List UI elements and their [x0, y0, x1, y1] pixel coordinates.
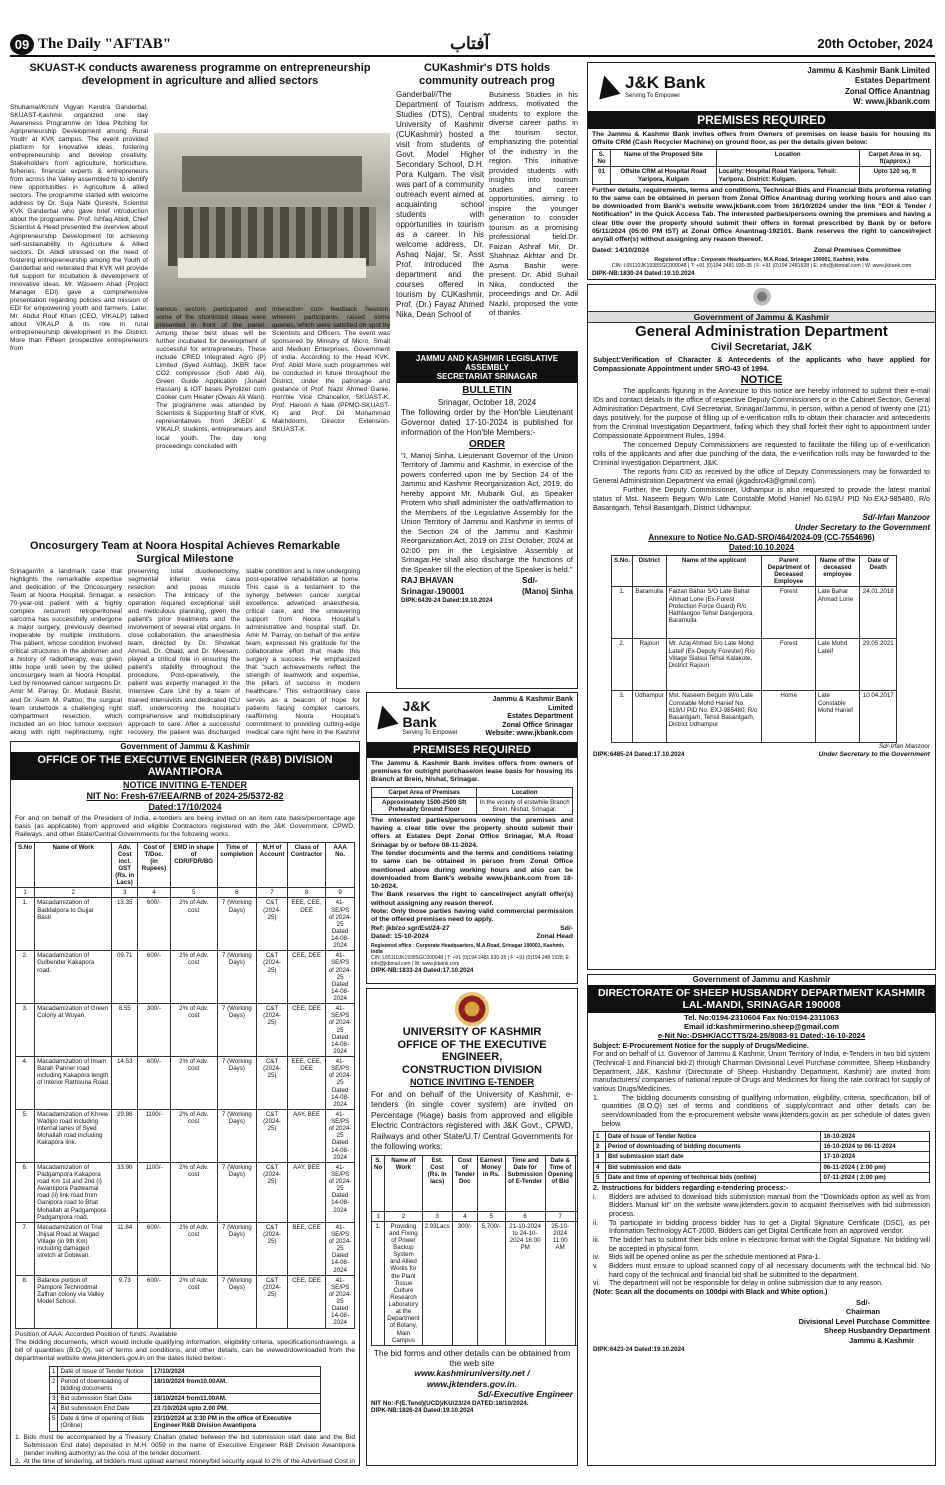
tender-signature: Sd/-Executive Engineer [477, 1389, 573, 1400]
gad-title: General Administration Department [635, 323, 888, 341]
dipk-number: DIPK-NB:1833-24 Dated:17.10.2024 [371, 967, 474, 975]
rb-awantipora-tender: Government of Jammu & Kashmir OFFICE OF THE EXECUTIVE ENGINEER (R&B) DIVISION AWANTIPORA NOTICE INVITING E-TENDER NIT No: Fresh-67/EEA/RNB of 2024-25/5372-82 Dated:17/10/2024 For and on behalf of the President of India, e-tenders are being invited on an item rate basis/percentage age basis (as applicable) from approved and eligible Contractors registered with the J&K Government, CPWD, Railways, and other State/Central Governments for the following works: S.No Name of Work Adv. Cost incl. GST (Rs. in Lacs) Cost of T/Doc. (in Rupees) EMD in shape of CDR/FDR/BG Time of completion M.H of Account Class of Contractor AAA No. 1 2 3 4 5 6 7 8 9 1. Macadamization of Baddalpora to Gujjar Basti 13.35 600/- 2% of Adv. cost 7 (Working Days) C&T (2024-25) EEE, CEE, DEE 41-SE/PS of 2024-25 Dated 14-08-2024 2. Macadamization of Gulbender Kakapora road. 09.71 600/- 2% of Adv. cost 7 (Working Days) C&T (2024-25) CEE, DEE 41-SE/PS of 2024-25 Dated 14-08-2024 3. Macadamization of Green Colony at Wuyan. 8.55 300/- 2% of Adv. cost 7 (Working Days) C&T (2024-25) CEE, DEE 41-SE/PS of 2024-25 Dated 14-08-2024 4. Macadamization of Imam Barah Panner road including Kakapora length of Interior Rathsuna Road 14.53 600/- 2% of Adv. cost 7 (Working Days) C&T (2024-25) EEE, CEE, DEE 41-SE/PS of 2024-25 Dated 14-08-2024 5. Macadamization of Khrew Wadipo road including internal lanes of Syed Mohallah road including Kakapora link. 29.86 1100/- 2% of Adv. cost 7 (Working Days) C&T (2024-25) AAY, BEE 41-SE/PS of 2024-25 Dated 14-08-2024 6. Macadamization of Padgampora Kakapora road Km 1st and 2nd (i) Awantipora Padwamal road (ii) link road from Ganipora road to Bhat Mohallah at Padgampora Padgampora road. 33.90 1100/- 2% of Adv. cost 7 (Working Days) C&T (2024-25) AAY, BEE 41-SE/PS of 2024-25 Dated 14-08-2024 7. Macadamization of Trial Jhijsal Road at Wagad Village (in 9th Km) including damaged stretch at Dobiwan. 11.84 600/- 2% of Adv. cost 7 (Working Days) C&T (2024-25) BEE, CEE 41-SE/PS of 2024-25 Dated 14-08-2024 8. Balance portion of Pampore Technodmat Zaffran colony via Valley Model School. 9.73 600/- 2% of Adv. cost 7 (Working Days) C&T (2024-25) CEE, DEE 41-SE/PS of 2024-25 Dated 14-08-2024 Position of AAA: Accorded Position of funds: Available The bidding documents, which would include qualifying information, eligibility criteria, specifications/drawings, a bill of quantities (B.O.Q), set of terms and conditions, and other details, can be viewed/downloaded from the departmental website www.jktenders.gov.in on the dates listed below:- 1 Date of Issue of Tender Notice 17/10/2024 2 Period of downloading of bidding documents 18/10/2024 from10.00AM. 3 Bid submission Start Date 18/10/2024 from11.00AM. 4 Bid submission End Date 23 /10/2024 upto 2.00 PM. 5 Date & time of opening of Bids (Online) 23/10/2024 at 3:30 PM in the office of Executive Engineer R&B Division Awantipora 1. Bids must be accompanied by a Treasury Challan (dated between the bid submission start date and the Bid Submission End date) deposited in M.H. 0059 in the name of Executive Engineer R&B Division Awantipora (tender inviting authority) as the cost of the tender document. 2. At the time of tendering, all bidders must upload earnest money/bid security equal to 2% of the Advertised Cost in [10, 741, 360, 1466]
tender-intro: For and on behalf of the University of Kashmir, e-tenders (in single cover system) are invited on Percentage (%age) basis from approved and eligible Electric Contractors registered with J&K Govt., CPWD, Railways and other State/U.T/ Central Governments for the following works: [371, 1089, 573, 1152]
works-table: S.No Name of Work Adv. Cost incl. GST (Rs. in Lacs) Cost of T/Doc. (in Rupees) EMD in shape of CDR/FDR/BG Time of completion M.H of Account Class of Contractor AAA No. 1 2 3 4 5 6 7 8 9 1. Macadamization of Baddalpora to Gujjar Basti 13.35 600/- 2% of Adv. cost 7 (Working Days) C&T (2024-25) EEE, CEE, DEE 41-SE/PS of 2024-25 Dated 14-08-2024 2. Macadamization of Gulbender Kakapora road. 09.71 600/- 2% of Adv. cost 7 (Working Days) C&T (2024-25) CEE, DEE 41-SE/PS of 2024-25 Dated 14-08-2024 3. Macadamization of Green Colony at Wuyan. 8.55 300/- 2% of Adv. cost 7 (Working Days) C&T (2024-25) CEE, DEE 41-SE/PS of 2024-25 Dated 14-08-2024 4. Macadamization of Imam Barah Panner road including Kakapora length of Interior Rathsuna Road 14.53 600/- 2% of Adv. cost 7 (Working Days) C&T (2024-25) EEE, CEE, DEE 41-SE/PS of 2024-25 Dated 14-08-2024 5. Macadamization of Khrew Wadipo road including internal lanes of Syed Mohallah road including Kakapora link. 29.86 1100/- 2% of Adv. cost 7 (Working Days) C&T (2024-25) AAY, BEE 41-SE/PS of 2024-25 Dated 14-08-2024 6. Macadamization of Padgampora Kakapora road Km 1st and 2nd (i) Awantipora Padwamal road (ii) link road from Ganipora road to Bhat Mohallah at Padgampora Padgampora road. 33.90 1100/- 2% of Adv. cost 7 (Working Days) C&T (2024-25) AAY, BEE 41-SE/PS of 2024-25 Dated 14-08-2024 7. Macadamization of Trial Jhijsal Road at Wagad Village (in 9th Km) including damaged stretch at Dobiwan. 11.84 600/- 2% of Adv. cost 7 (Working Days) C&T (2024-25) BEE, CEE 41-SE/PS of 2024-25 Dated 14-08-2024 8. Balance portion of Pampore Technodmat Zaffran colony via Valley Model School. 9.73 600/- 2% of Adv. cost 7 (Working Days) C&T (2024-25) CEE, DEE 41-SE/PS of 2024-25 Dated 14-08-2024 [15, 842, 355, 1329]
article-text: Business Studies in his address, motivated the students to explore the diverse career paths in the tourism sector, emphasizing the potential of the industry in the region. This initiative provided students with insights into tourism studies and career opportunities, aiming to inspire the younger generation to consider tourism as a promising professional field.Dr. Faizan Ashraf Mir, Dr. Shahnaz Akhtar and Dr. Asma Bashir were present. Dr. Abid Suhail Nika, conducted the proceedings and Dr. Adil Nazki, proposed the vote of thanks. [489, 90, 578, 318]
premises-table: S. No Name of the Proposed Site Location Carpet Area in sq. ft(approx.) 01 Offsite CRM at Hospital Road Yaripora, Kulgam Locality: Hospital Road Yaripora. Tehsil: Yaripora. District: Kulgam. Upto 120 sq. ft [592, 149, 931, 185]
article-title: Oncosurgery Team at Noora Hospital Achieves Remarkable Surgical Milestone [30, 540, 340, 565]
office-banner: OFFICE OF THE EXECUTIVE ENGINEER (R&B) DIVISION AWANTIPORA [11, 752, 359, 780]
article-photo [154, 133, 390, 329]
notice-signature: Dated: 14/10/2024 Zonal Premises Committee [592, 246, 901, 254]
jkbank-anantnag-notice: J&K Bank Serving To Empower Jammu & Kashmir Bank Limited Estates Department Zonal Office Anantnag W: www.jkbank.com PREMISES REQUIRED The Jammu & Kashmir Bank invites offers from Owners of premises on lease basis for housing its Offsite CRM (Cash Recycler Machine) on ground floor, as per the details given below: S. No Name of the Proposed Site Location Carpet Area in sq. ft(approx.) 01 Offsite CRM at Hospital Road Yaripora, Kulgam Locality: Hospital Road Yaripora. Tehsil: Yaripora. District: Kulgam. Upto 120 sq. ft Further details, requirements, terms and conditions, Technical Bids and Financial Bids proforma relating to the same can be obtained in person from Zonal Office Anantnag during working hours and also can be downloaded from Bank's website www.jkbank.com from 16/10/2024 under the link "EOI & Tender / Notification" in the Quick Access Tab. The interested parties/persons owning the premises and having a clear title over the property should submit their offers in format prescribed by Bank by or before 05/11/2024 (05:00 PM IST) at Zonal Office Anantnag-192101. Bank reserves the right to cancel/reject any/all offer(s) without assigning any reason thereof. Dated: 14/10/2024 Zonal Premises Committee Registered office : Corporate Headquarters, M.A.Road, Srinagar 190001, Kashmir, India CIN: L65110JK1938SGC000048 | T: +91 (0)194 2481 930-35 | F: +91 (0)194 2481928 | E: info@jkbmail.com | W: www.jkbank.com DIPK-NB:1830-24 Dated:19.10.2024 [587, 62, 936, 280]
table-row: 4 Bid submission End Date 23 /10/2024 upto 2.00 PM. [50, 1404, 321, 1414]
premises-required-banner: PREMISES REQUIRED [367, 742, 577, 758]
order-text: "I, Manoj Sinha, Lieutenant Governor of the Union Territory of Jammu and Kashmir, in exercise of the powers conferred upon me by Section 24 of the Jammu and Kashmir Reorganization Act, 2019, do hereby appoint Mr. Mubarik Gul, as Speaker Protem who shall administer the oath/affirmation to the Members of the Legislative Assembly for the Union Territory of Jammu and Kashmir in terms of the Section 24 of the Jammu and Kashmir Reorganization Act, 2019 on 21st October, 2024 at 02:00 pm in the Legislative Assembly at Srinagar.He shall also discharge the functions of the Speaker till the election of the Speaker is held." [401, 451, 573, 574]
notice-signature: Ref: jkb/zo sgr/Est/24-27 Dated: 15-10-2024 Sd/- Zonal Head [371, 924, 573, 940]
uok-tender: UNIVERSITY OF KASHMIR OFFICE OF THE EXECUTIVE ENGINEER, CONSTRUCTION DIVISION NOTICE INVITING E-TENDER For and on behalf of the University of Kashmir, e-tenders (in single cover system) are invited on Percentage (%age) basis from approved and eligible Electric Contractors registered with J&K Govt., CPWD, Railways and other State/U.T/ Central Governments for the following works: S. No Name of Work Est. Cost (Rs. In lacs) Cost of Tender Doc Earnest Money in Rs. Time and Date for Submission of E-Tender Date & Time of Opening of Bid 1 2 3 4 5 6 7 1. Providing and Fixing of Power Backup System and Allied Works for the Plant Tissue Culture Research Laboratory at the Department of Botany, Main Campus 2.93Lacs 300/- 5,700/- 21-10-2024 to 24-10-2024 16:00 PM 25-10-2024 11:00 AM The bid forms and other details can be obtained from the web site www.kashmiruniversity.net / www.jktenders.gov.in. Sd/-Executive Engineer NIT No:-F(E.Tend)(UCD)/KU/23/24 DATED:18/10/2024. DIPK-NB:1826-24 Dated:19.10.2024 [366, 988, 578, 1466]
bulletin-header: JAMMU AND KASHMIR LEGISLATIVE ASSEMBLY SECRETARIAT SRINAGAR [397, 352, 577, 383]
directorate-banner: DIRECTORATE OF SHEEP HUSBANDRY DEPARTMENT KASHMIR LAL-MANDI, SRINAGAR 190008 [588, 985, 935, 1013]
article-text: Srinagar//In a landmark case that highlights the remarkable expertise and dedication of the Oncosurgery Team at Noora Hospital, Srinagar, a 70-year-old patient with a highly complex recurrent retroperitoneal sarcoma has successfully undergone a major surgery, previously deemed inoperable by multiple institutions. The patient, whose condition involved critical structures in the abdomen and a history of radiotherapy, was given little hope until seen by the skilled oncosurgery team at Noora Hospital. Led by renowned cancer surgeons Dr. Amir M. Parray, Dr. Mudasir Bashir, and Dr. Asim M. Pattoo, the surgical team undertook a challenging right compartment resection, which included an en bloc tumour excision along with right nephrectomy, right [10, 568, 122, 736]
article-text: Ganderbal//The Department of Tourism Studies (DTS), Central University of Kashmir (CUKashmir) hosted a visit from students of Govt. Model Higher Secondary School, D.H. Pora Kulgam. The visit was part of a community outreach event aimed at acquainting school students with opportunities in tourism as a career. In his welcome address, Dr. Ashaq Najar, Sr. Asst Prof. introduced the department and the courses offered in tourism by CUKashmir. Prof. (Dr.) Fayaz Ahmed Nika, Dean School of [396, 90, 484, 319]
notice-heading: NOTICE [740, 373, 783, 386]
annexure-table: S.No. District Name of the applicant Parent Department of Deceased Employee Name of the deceased employee Date of Death 1. Baramulla Faizan Bahar S/O Late Bahar Ahmad Lone (Ex-Forest Protection Force Guard) R/o Hathlangoo Tehsil Dangerpora, Baramulla Forest Late Bahar Ahmad Lone 24.01.2018 2. Rajouri Mr. Azaj Ahmed S/o Late Mohd Lateif (Ex-Deputy Forester) R/o Village Sialsui Tehsil Kalakote, District Rajouri Forest Late Mohd Lateif 29.05.2021 3. Udhampur Mst. Naseem Begum W/o Late Constable Mohd Hanief No. 619/U PID No. EXJ-985480, R/o Basantgarh, Tehsil Basantgarh, District Udhampur Home Late Constable Mohd Hanief 10.04.2017 [611, 555, 897, 744]
table-row: 4. Macadamization of Imam Barah Panner road including Kakapora length of Interior Rathsuna Road 14.53 600/- 2% of Adv. cost 7 (Working Days) C&T (2024-25) EEE, CEE, DEE 41-SE/PS of 2024-25 Dated 14-08-2024 [16, 1057, 355, 1110]
article-dts [396, 62, 578, 350]
jkbank-logo: J&K Bank Serving To Empower [593, 66, 705, 108]
article-title: CUKashmir's DTS holds community outreach prog [419, 62, 555, 87]
masthead [10, 33, 935, 57]
list-item: i. Bidders are advised to download bids submission manual from the "Downloads option as well as from Bidders Manual kit" on the website www.jktenders.gov.in to acquaint themselves with bid submission process. [593, 1193, 930, 1218]
table-row: 7. Macadamization of Trial Jhijsal Road at Wagad Village (in 9th Km) including damaged stretch at Dobiwan. 11.84 600/- 2% of Adv. cost 7 (Working Days) C&T (2024-25) BEE, CEE 41-SE/PS of 2024-25 Dated 14-08-2024 [16, 1222, 355, 1275]
instructions-list [593, 1194, 930, 1289]
table-row: 2 Period of downloading of bidding documents 18/10/2024 from10.00AM. [50, 1376, 321, 1393]
table-row: 1 Date of Issue of Tender Notice 16-10-2024 [594, 1132, 930, 1142]
table-row: 8. Balance portion of Pampore Technodmat Zaffran colony via Valley Model School. 9.73 600/- 2% of Adv. cost 7 (Working Days) C&T (2024-25) CEE, DEE 41-SE/PS of 2024-25 Dated 14-08-2024 [16, 1275, 355, 1328]
sheep-husbandry-tender: Government of Jammu and Kashmir DIRECTORATE OF SHEEP HUSBANDRY DEPARTMENT KASHMIR LAL-MANDI, SRINAGAR 190008 Tel. No:0194-2310604 Fax No:0194-2311063 Email id:kashmirmerino.sheep@gmail.com e-Nit No:-DSHK/ACCTTS/24-25/8083-91 Dated:-16-10-2024 Subject: E-Procurement Notice for the supply of Drugs/Medicine. For and on behalf of Lt. Governor of Jammu & Kashmir, Union Territory of India, e-Tenders in two bid system (Technical-1 and Financial bid-2) through Chairman Divisional Level Purchase committee, Sheep Husbandry Department, J&K, Kashmir (Directorate of Sheep Husbandry Department, Kashmir) are invited from manufacturers/ companies of national repute of Drugs and Medicines for fixing the rate contract for supply of various Drugs/Medicines. 1. The bidding documents consisting of qualifying information, eligibility, criteria, specification, bill of quantities (B.O.Q) set of terms and conditions of supply/contract and other details can be seen/downloaded from the e-procurement website www.jktenders.gov.in as per schedule of dates given below. 1 Date of Issue of Tender Notice 16-10-2024 2 Period of downloading of bidding documents 16-10-2024 to 06-11-2024 3 Bid submission start date 17-10-2024 4 Bid submission end date 06-11-2024 ( 2:00 pm) 5 Date and time of opening of technical bids (online) 07-11-2024 ( 2:00 pm) 2. Instructions for bidders regarding e-tendering process:- i. Bidders are advised to download bids submission manual from the "Downloads option as well as from Bidders Manual kit" on the website www.jktenders.gov.in to acquaint themselves with bid submission process. ii. To participate in bidding process bidder has to get a Digital Signature Certificate (DSC), as per Information Technology ACT-2000. Bidders can get Digital Certificate from an approved vendor. iii. The bidder has to submit their bids online in electronic format with the Digital Signature. No bidding will be accepted in physical form. iv. Bids will be opened online as per the schedule mentioned at Para-1. v. Bidders must ensure to upload scanned copy of all necessary documents with the technical bid. No hard copy of the technical and financial bid shall be submitted to the department. vi. The department will not be responsible for delay in online submission due to any reason. (Note: Scan all the documents on 100dpi with Black and White option.) Sd/- Chairman Divisional Level Purchase Committee Sheep Husbandry Department Jammu & Kashmir DIPK:6423-24 Dated:19.10.2024 [587, 974, 936, 1466]
article-text: stable condition and is now undergoing post-operative rehabilitation at home. This case is a testament to the synergy between cancer surgical excellence, advanced anaesthesia, critical care, and the unwavering support from Noora Hospital's administrative and hospital staff. Dr. Amir M. Parray, on behalf of the entire team, expressed his gratitude for the collaborative effort that made this surgery a success. He emphasized that "such achievements reflect the strength of teamwork and expertise, the pillars of success in modern healthcare." This extraordinary case serves as a beacon of hope for patients facing complex cancers, reaffirming Noora Hospital's commitment to providing cutting-edge medical care right here in the Kashmir [246, 568, 360, 736]
works-table: S. No Name of Work Est. Cost (Rs. In lacs) Cost of Tender Doc Earnest Money in Rs. Time and Date for Submission of E-Tender Date & Time of Opening of Bid 1 2 3 4 5 6 7 1. Providing and Fixing of Power Backup System and Allied Works for the Plant Tissue Culture Research Laboratory at the Department of Botany, Main Campus 2.93Lacs 300/- 5,700/- 21-10-2024 to 24-10-2024 16:00 PM 25-10-2024 11:00 AM [371, 1155, 578, 1346]
jkbank-logo-icon [593, 73, 621, 101]
article-text: various sectors participated and some of the shortlisted ideas were presented in front of the panel. Among these best ideas will be further incubated for development of successful for entrepreneurs. These include CRED Integrated Agro (P) Limited (Syed Ashfaq), JKBR face CO2 compressor (Sofi Abid Ali), Green Guide Application (Junaid Hassan) & IOT bases Pyrolizer cum Cooker cum Heater (Owais Ali Wani). The programme was attended by Scientists & Supporting Staff of KVK, representatives from JKEDI & VIKALP, students, entrepreneurs and local youth. The day long proceedings concluded with [156, 306, 266, 450]
list-item: vi. The department will not be responsible for delay in online submission due to any reason. [593, 1280, 883, 1288]
tender-intro: For and on behalf of the President of India, e-tenders are being invited on an item rate basis/percentage age basis (as applicable) from approved and eligible Contractors registered with the J&K Government, CPWD, Railways, and other State/Central Governments for the following works: [15, 814, 355, 839]
dipk-number: DIPK:6423-24 Dated:19.10.2024 [593, 1345, 685, 1353]
list-item: iii. The bidder has to submit their bids online in electronic format with the Digital Signature. No bidding will be accepted in physical form. [593, 1236, 930, 1253]
article-text: Shuhama//Krishi Vigyan Kendra Ganderbal, SKUAST-Kashmir organized one day Awareness Programme on 'Idea Pitching for Agripreneurship Development among Rural Youth' at KVK campus. The event provided platform for innovative ideas, fostering entrepreneurship and develop creativity. Stakeholders from agriculture, horticulture, fisheries, financial experts & entrepreneurs from across the Valley assembled to to identify new opportunities in Agriculture & allied sectors. The programme started with welcome address by Dr. Suja Nabi Qureshi, Scientist KVK Ganderbal who gave brief introduction about the programme. Prof. Ishfaq Abidi, Chief Scientist & Head presented the overview about Agripreneurship Development for achieving self-sustainability in Agriculture & Allied sectors. Dr. Abidi stressed on the need of fostering entrepreneurship among the Youth of Ganderbal and reiterated that KVK will provide full support for incubation & development of innovative ideas. Mr. Waseem Ahad (Project Manager EDI) gave a comprehensive presentation regarding policies and mission of EDI for empowering youth and farmers. Later, Mr. Abdul Rouf Khan (CEO, VIKALP) talked about VIKALP & its role in rural entrepreneurship development in the District. More than Fifteen prospective entrepreneurs from [10, 104, 148, 352]
premises-table: Carpet Area of Premises Location Approximately 1500-2500 Sft Preferably Ground Floor In the vicinity of erstwhile Branch Brein, Nishat, Srinagar. [371, 787, 573, 815]
dipk-number: DIPK:6439-24 Dated:19.10.2024 [401, 596, 493, 604]
gad-notice: Government of Jammu & Kashmir General Administration Department Civil Secretariat, J&K Subject:Verification of Character & Antecedents of the applicants who have applied for Compassionate Appointment under SRO-43 of 1994. NOTICE The applicants figuring in the Annexure to this notice are hereby informed to submit their e-mail IDs and contact details in the office of respective Deputy Commissioners or in the Cabinet Section, General Administration Department, Civil Secretariat, Srinagar/Jammu, in person, within a period of twenty one (21) days positively, for the purpose of filling up of e-verification rolls to obtain their character and antecedents from the Criminal Investigation Department, failing which they shall forfeit their right to appointment under Compassionate Appointment Rules, 1994. The concerned Deputy Commissioners are requested to facilitate the filling up of e-verification rolls of the applicants and after due punching of the data, the e-verification rolls may be forwarded to the Criminal Investigation Department, J&K. The reports from CID as received by the office of Deputy Commissioners may be forwarded to General Administration Department via email (jkgadsro43@gmail.com). Further, the Deputy Commissioner, Udhampur is also requested to provide the latest marital status of Mst. Naseem Begum W/o Late Constable Mohd Hanief No.619/U PID No.EXJ-985480, R/o Basantgarh, Tehsil Basantgarh, District Udhampur. Sd/-Irfan Manzoor Under Secretary to the Government Annexure to Notice No.GAD-SRO/464/2024-09 (CC-7554696) Dated:10.10.2024 S.No. District Name of the applicant Parent Department of Deceased Employee Name of the deceased employee Date of Death 1. Baramulla Faizan Bahar S/O Late Bahar Ahmad Lone (Ex-Forest Protection Force Guard) R/o Hathlangoo Tehsil Dangerpora, Baramulla Forest Late Bahar Ahmad Lone 24.01.2018 2. Rajouri Mr. Azaj Ahmed S/o Late Mohd Lateif (Ex-Deputy Forester) R/o Village Sialsui Tehsil Kalakote, District Rajouri Forest Late Mohd Lateif 29.05.2021 3. Udhampur Mst. Naseem Begum W/o Late Constable Mohd Hanief No. 619/U PID No. EXJ-985480, R/o Basantgarh, Tehsil Basantgarh, District Udhampur Home Late Constable Mohd Hanief 10.04.2017 Sd/-Irfan Manzoor DIPK:6485-24 Dated:17.10.2024 Under Secretary to the Government [587, 284, 936, 970]
nit-heading: NOTICE INVITING E-TENDER [409, 1076, 534, 1087]
table-row: 3 Bid submission Start Date 18/10/2024 from11.00AM. [50, 1394, 321, 1404]
table-row: 2 Period of downloading of bidding documents 16-10-2024 to 06-11-2024 [594, 1142, 930, 1152]
newspaper-logo: آفتاب [450, 34, 490, 54]
university-emblem-icon [455, 992, 489, 1026]
issue-date: 20th October, 2024 [817, 36, 933, 51]
notice-subject: Subject:Verification of Character & Antecedents of the applicants who have applied for Compassionate Appointment under SRO-43 of 1994. [593, 355, 930, 373]
nit-heading: NOTICE INVITING E-TENDER [122, 779, 247, 790]
tender-dates-table [593, 1131, 930, 1183]
table-row: 2. Macadamization of Gulbender Kakapora road. 09.71 600/- 2% of Adv. cost 7 (Working Days) C&T (2024-25) CEE, DEE 41-SE/PS of 2024-25 Dated 14-08-2024 [16, 951, 355, 1004]
nit-number: NIT No: Fresh-67/EEA/RNB of 2024-25/5372-82 [86, 790, 284, 801]
list-item: ii. To participate in bidding process bidder has to get a Digital Signature Certificate (DSC), as per Information Technology ACT-2000. Bidders can get Digital Certificate from an approved vendor. [593, 1219, 930, 1236]
newspaper-name: The Daily "AFTAB" [38, 36, 172, 52]
list-item: v. Bidders must ensure to upload scanned copy of all necessary documents with the technical bid. No hard copy of the technical and financial bid shall be submitted to the department. [593, 1262, 930, 1279]
premises-required-banner: PREMISES REQUIRED [588, 111, 935, 129]
enit-number: e-Nit No:-DSHK/ACCTTS/24-25/8083-91 Dated:-16-10-2024 [657, 1031, 866, 1041]
table-row: 5. Macadamization of Khrew Wadipo road including internal lanes of Syed Mohallah road including Kakapora link. 29.86 1100/- 2% of Adv. cost 7 (Working Days) C&T (2024-25) AAY, BEE 41-SE/PS of 2024-25 Dated 14-08-2024 [16, 1109, 355, 1162]
jkbank-srinagar-notice: J&K Bank Serving To Empower Jammu & Kashmir Bank Limited Estates Department Zonal Office Srinagar Website: www.jkbank.com PREMISES REQUIRED The Jammu & Kashmir Bank invites offers from owners of premises for outright purchase/on lease basis for housing its Branch at Brein, Nishat, Srinagar. Carpet Area of Premises Location Approximately 1500-2500 Sft Preferably Ground Floor In the vicinity of erstwhile Branch Brein, Nishat, Srinagar. The interested parties/persons owning the premises and having a clear title over the property should submit their offers at Estates Dept Zonal Office Srinagar, M.A Road Srinagar by or before 08-11-2024. The tender documents and the terms and conditions relating to same can be obtained in person from Zonal Office mentioned above during working hours and also can be downloaded from Bank's website www.jkbank.com from 18-10-2024. The Bank reserves the right to cancel/reject any/all offer(s) without assigning any reason thereof. Note: Only those parties having valid commercial permission of the offered premises need to apply. Ref: jkb/zo sgr/Est/24-27 Dated: 15-10-2024 Sd/- Zonal Head Registered office : Corporate Headquarters, M.A.Road, Srinagar 190001, Kashmir, India CIN: L65110JK1938SGC000048 | T: +91 (0)194 2481 930-35 | F: +91 (0)194 248 1928; E: info@jkbmail.com | W: www.jkbank.com DIPK-NB:1833-24 Dated:17.10.2024 [366, 692, 578, 984]
bulletin-notice [396, 351, 578, 689]
dipk-number: DIPK-NB:1830-24 Dated:19.10.2024 [592, 269, 695, 277]
table-row: 6. Macadamization of Padgampora Kakapora road Km 1st and 2nd (i) Awantipora Padwamal road (ii) link road from Ganipora road to Bhat Mohallah at Padgampora Padgampora road. 33.90 1100/- 2% of Adv. cost 7 (Working Days) C&T (2024-25) AAY, BEE 41-SE/PS of 2024-25 Dated 14-08-2024 [16, 1162, 355, 1222]
article-text: preserving total duodenectomy, segmental inferior vena cava resection and psoas muscle resection. The intricacy of the operation required exceptional skill and meticulous planning, given the patient's prior treatments and the involvement of several vital organs. In close collaboration, the anaesthesia team, directed by Dr. Showkat Ahmad, Dr. Obaid, and Dr. Meesam, played a critical role in ensuring the patient's stability throughout the procedure. Post-operatively, the patient was expertly managed in the Intensive Care Unit by a team of trained intensivists and dedicated ICU staff, underscoring the hospital's comprehensive and multidisciplinary approach to care. After a successful recovery, the patient was discharged [128, 568, 240, 736]
table-row: 1 Date of Issue of Tender Notice 17/10/2024 [50, 1366, 321, 1376]
notice-signature: Sd/-Irfan Manzoor Under Secretary to the Government [794, 512, 930, 532]
table-row: 5 Date & time of opening of Bids (Online) 23/10/2024 at 3:30 PM in the office of Executive Engineer R&B Division Awantipora [50, 1414, 321, 1431]
table-row: 1. Baramulla Faizan Bahar S/O Late Bahar Ahmad Lone (Ex-Forest Protection Force Guard) R/o Hathlangoo Tehsil Dangerpora, Baramulla Forest Late Bahar Ahmad Lone 24.01.2018 [612, 587, 897, 639]
article-title: SKUAST-K conducts awareness programme on entrepreneurship development in agriculture and allied sectors [29, 62, 371, 87]
jkbank-logo: J&K Bank Serving To Empower [371, 696, 467, 739]
table-row: 3 Bid submission start date 17-10-2024 [594, 1152, 930, 1162]
article-text: Interaction cum feedback Session, wherein participants raised some queries, which were satisfied on spot by Scientists and Officers. The event was sponsored by Ministry of Micro, Small and Medium Enterprises, Government of India. According to the Head KVK, Prof. Abidi More such programmes will be conducted in future throughout the District, under the patronage and guidance of Prof. Nazir Ahmed Ganie, Hon'ble Vice Chancellor, SKUAST-K, Prof. Haroon A Naik (PPMO-SKUAST-K) and Prof. Dil Mohammad Makhdoomi, Director Extension- SKUAST-K. [272, 306, 390, 434]
table-row: 5 Date and time of opening of technical bids (online) 07-11-2024 ( 2:00 pm) [594, 1172, 930, 1182]
notice-subject: Subject: E-Procurement Notice for the supply of Drugs/Medicine. [593, 1042, 809, 1050]
article-skuast [10, 62, 390, 540]
jkbank-logo-icon [371, 703, 399, 731]
table-row: 3. Udhampur Mst. Naseem Begum W/o Late Constable Mohd Hanief No. 619/U PID No. EXJ-985480, R/o Basantgarh, Tehsil Basantgarh, District Udhampur Home Late Constable Mohd Hanief 10.04.2017 [612, 691, 897, 743]
bulletin-title: BULLETIN [462, 385, 512, 396]
notice-intro: The Jammu & Kashmir Bank invites offers from Owners of premises on lease basis for housing its Offsite CRM (Cash Recycler Machine) on ground floor, as per the details given below: [592, 130, 931, 146]
table-row: 1. Macadamization of Baddalpora to Gujjar Basti 13.35 600/- 2% of Adv. cost 7 (Working Days) C&T (2024-25) EEE, CEE, DEE 41-SE/PS of 2024-25 Dated 14-08-2024 [16, 898, 355, 951]
tender-dates-table [49, 1366, 321, 1432]
notice-intro: The Jammu & Kashmir Bank invites offers from owners of premises for outright purchase/on lease basis for housing its Branch at Brein, Nishat, Srinagar. [371, 759, 573, 784]
page-number: 09 [10, 34, 34, 55]
table-row: 4 Bid submission end date 06-11-2024 ( 2:00 pm) [594, 1162, 930, 1172]
article-oncosurgery [10, 540, 360, 736]
dipk-number: DIPK:6485-24 Dated:17.10.2024 [593, 751, 685, 759]
state-emblem-icon [749, 287, 775, 311]
bulletin-intro: The following order by the Hon'ble Lieutenant Governor dated 17-10-2024 is published for information of the Hon'ble Members:- [401, 407, 573, 438]
order-heading: ORDER [468, 438, 506, 450]
bulletin-date: Srinagar, October 18, 2024 [437, 397, 537, 407]
bulletin-signature: RAJ BHAVAN Srinagar-190001 Sd/- (Manoj Sinha [401, 576, 573, 596]
dipk-number: DIPK-NB:1826-24 Dated:19.10.2024 [371, 1407, 474, 1415]
list-item: iv. Bids will be opened online as per the schedule mentioned at Para-1. [593, 1254, 821, 1262]
table-row: 3. Macadamization of Green Colony at Wuyan. 8.55 300/- 2% of Adv. cost 7 (Working Days) C&T (2024-25) CEE, DEE 41-SE/PS of 2024-25 Dated 14-08-2024 [16, 1004, 355, 1057]
tender-signature: Sd/- Chairman Divisional Level Purchase Committee Sheep Husbandry Department Jammu & Kashmir [798, 1297, 930, 1346]
table-row: 2. Rajouri Mr. Azaj Ahmed S/o Late Mohd Lateif (Ex-Deputy Forester) R/o Village Sialsui Tehsil Kalakote, District Rajouri Forest Late Mohd Lateif 29.05.2021 [612, 639, 897, 691]
